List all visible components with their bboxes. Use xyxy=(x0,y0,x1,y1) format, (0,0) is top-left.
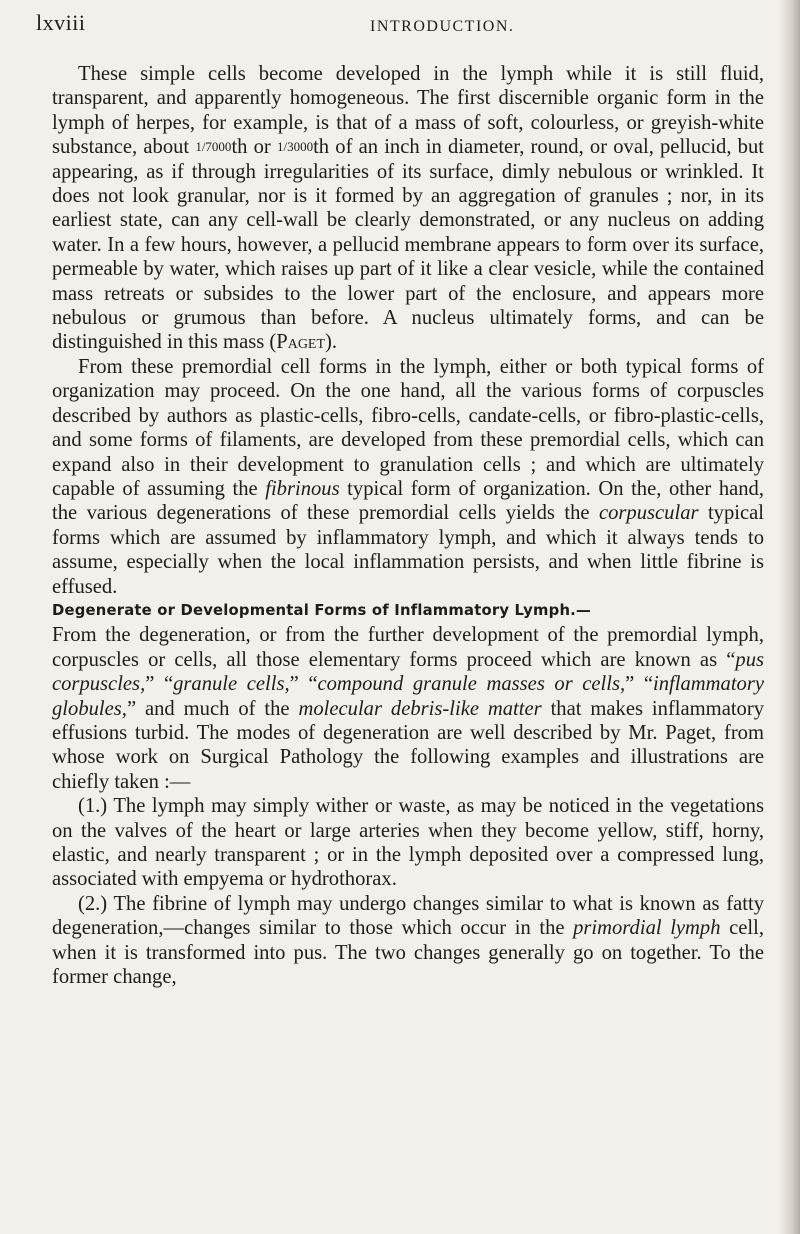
fraction-one-seven-thousandth: 1/7000 xyxy=(195,139,232,155)
text-run: th of an inch in diameter, round, or oval, pellucid, but appearing, as if through irregularities of its surface, dimly nebulous or wrinkled. It does not look granular, nor is it formed by an aggregation of granules ; nor, in its earliest state, can any cell-wall be clearly demonstrated, or any nucleus on adding water. In a few hours, however, a pellucid membrane appears to form over its surface, permeable by water, which raises up part of it like a clear vesicle, while the contained mass retreats or subsides to the lower part of the enclosure, and appears more nebulous or grumous than before. A nucleus ultimately forms, and can be distinguished in this mass ( xyxy=(52,136,764,354)
emphasis: pus corpuscles, xyxy=(52,648,764,696)
text-run: ” “ xyxy=(625,673,654,696)
paragraph-degeneration xyxy=(52,623,764,794)
emphasis: granule cells, xyxy=(173,673,290,696)
text-run: ” “ xyxy=(145,673,174,696)
emphasis: molecular debris-like matter xyxy=(298,697,542,720)
text-run: From these premordial cell forms in the lymph, either or both typical forms of organization may proceed. On the one hand, all the various forms of corpuscles described by authors as plastic-cells, fibro-cells, candate-cells, or fibro-plastic-cells, and some forms of filaments, are developed from these premordial cells, which can expand also in their development to granulation cells ; and which are ultimately capable of assuming the xyxy=(52,355,764,500)
body-text xyxy=(52,62,764,989)
text-run: ” and much of the xyxy=(126,697,299,720)
text-run: These simple cells become developed in the lymph while it is still fluid, transparent, and apparently homogeneous. The first discernible organic form in the lymph of herpes, for example, is that of a mass of soft, colourless, or greyish-white substance, about xyxy=(52,63,764,159)
text-run: (2.) The fibrine of lymph may undergo changes similar to what is known as fatty degeneration,—changes similar to those which occur in the xyxy=(52,892,764,940)
text-run: th or xyxy=(231,136,277,159)
page-number: lxviii xyxy=(36,10,86,35)
running-head xyxy=(36,6,760,46)
emphasis: primordial lymph xyxy=(573,917,721,940)
text-run: ” “ xyxy=(289,673,318,696)
author-citation: Paget xyxy=(276,331,326,354)
emphasis: compound granule masses or cells, xyxy=(317,673,626,696)
paragraph-cell-development xyxy=(52,62,764,355)
section-heading: Degenerate or Developmental Forms of Inflammatory Lymph.— xyxy=(52,601,591,619)
fraction-one-three-thousandth: 1/3000 xyxy=(276,139,314,155)
list-item-wither: (1.) The lymph may simply wither or waste, as may be noticed in the vegetations on the valves of the heart or large arteries when they become yellow, stiff, horny, elastic, and nearly transparent ; or in the lymph deposited over a compressed lung, associated with empyema or hydrothorax. xyxy=(52,795,764,891)
paragraph-typical-forms xyxy=(52,355,764,599)
text-run: ). xyxy=(325,331,338,354)
emphasis: fibrinous xyxy=(265,477,340,500)
emphasis: inflammatory globules, xyxy=(52,673,765,720)
text-run: typical forms which are assumed by inflammatory lymph, and which it always tends to assume, especially when the local inflammation persists, and when little fibrine is effused. xyxy=(52,502,764,598)
running-title: INTRODUCTION. xyxy=(370,18,515,35)
text-run: From the degeneration, or from the further development of the premordial lymph, corpuscles or cells, all those elementary forms proceed which are known as “ xyxy=(52,624,764,671)
text-run: that makes inflammatory effusions turbid. The modes of degeneration are well described by Mr. Paget, from whose work on Surgical Pathology the following examples and illustrations are chiefly taken :— xyxy=(52,697,765,793)
page-edge-shadow xyxy=(778,0,800,1234)
text-run: cell, when it is transformed into pus. The two changes generally go on together. To the former change, xyxy=(52,917,764,989)
list-item-fatty-degeneration xyxy=(52,892,764,990)
text-run: typical form of organization. On the, other hand, the various degenerations of these premordial cells yields the xyxy=(52,477,764,525)
emphasis: corpuscular xyxy=(598,502,699,525)
